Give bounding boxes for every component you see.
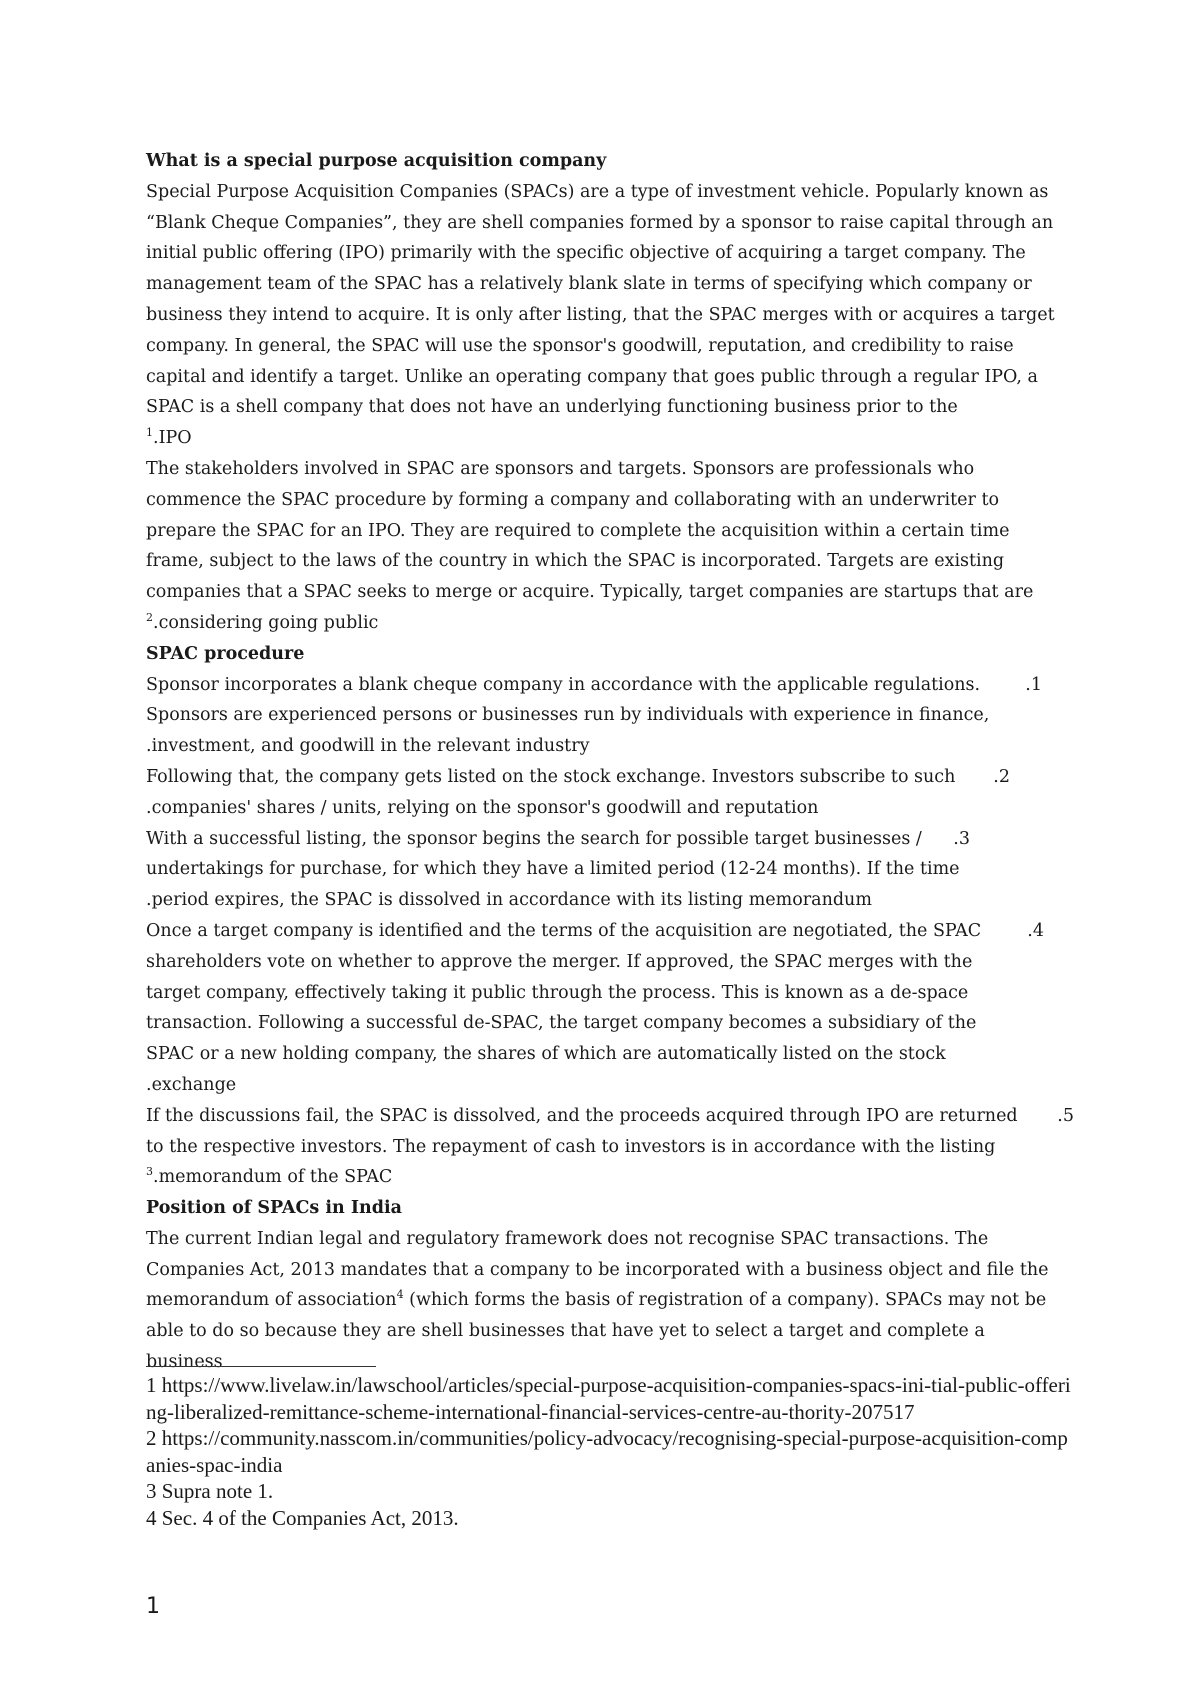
step-line: With a successful listing, the sponsor begins the search for possible target businesses / [146,828,922,849]
step-text: .companies' shares / units, relying on the sponsor's goodwill and reputation [146,797,819,818]
heading-position-india: Position of SPACs in India [146,1198,402,1219]
step-number: .5 [1057,1105,1074,1126]
paragraph-stakeholders-tail: .considering going public [153,612,379,633]
step-line: If the discussions fail, the SPAC is dissolved, and the proceeds acquired through IPO are returned [146,1105,1018,1126]
step-line: Once a target company is identified and the terms of the acquisition are negotiated, the SPAC [146,920,982,941]
footnote-separator [146,1366,376,1367]
step-line: Sponsor incorporates a blank cheque company in accordance with the applicable regulations. [146,674,981,695]
paragraph-india [146,1224,1066,1378]
paragraph-stakeholders [146,454,1066,639]
step-number: .1 [1025,674,1042,695]
step-text: Sponsors are experienced persons or businesses run by individuals with experience in finance, .investment, and goodwill in the relevant industry [146,705,990,757]
heading-spac-procedure: SPAC procedure [146,643,305,664]
footnote-1: 1 https://www.livelaw.in/lawschool/articles/special-purpose-acquisition-companies-spacs-ini-tial-public-offering-liberalized-remittance-scheme-international-financial-services-centre-au-thority-207517 [146,1373,1071,1424]
footnotes [146,1372,1076,1531]
page-number: 1 [146,1594,160,1619]
footnote-ref-2[interactable]: 2 [146,610,153,624]
step-text: shareholders vote on whether to approve the merger. If approved, the SPAC merges with the target company, effectively taking it public through the process. This is known as a de-space transaction. Following a successful de-SPAC, the target company becomes a subsidiary of the SPAC or a new holding company, the shares of which are automatically listed on the stock .exchange [146,951,977,1095]
step-line: Following that, the company gets listed on the stock exchange. Investors subscribe to such [146,766,956,787]
procedure-step-1 [146,670,1066,762]
footnote-4: 4 Sec. 4 of the Companies Act, 2013. [146,1505,459,1530]
procedure-step-3 [146,824,1066,916]
paragraph-definition [146,177,1066,454]
footnote-2: 2 https://community.nasscom.in/communities/policy-advocacy/recognising-special-purpose-acquisition-companies-spac-india [146,1426,1068,1477]
step-tail: .memorandum of the SPAC [153,1167,393,1188]
procedure-step-4 [146,916,1066,1101]
step-text: undertakings for purchase, for which they have a limited period (12-24 months). If the time .period expires, the SPAC is dissolved in accordance with its listing memorandum [146,859,960,911]
paragraph-definition-text: Special Purpose Acquisition Companies (SPACs) are a type of investment vehicle. Popularly known as “Blank Cheque Companies”, they are shell companies formed by a sponsor to raise capital through an initial public offering (IPO) primarily with the specific objective of acquiring a target company. The management team of the SPAC has a relatively blank slate in terms of specifying which company or business they intend to acquire. It is only after listing, that the SPAC merges with or acquires a target company. In general, the SPAC will use the sponsor's goodwill, reputation, and credibility to raise capital and identify a target. Unlike an operating company that goes public through a regular IPO, a SPAC is a shell company that does not have an underlying functioning business prior to the [146,181,1055,418]
procedure-step-5 [146,1101,1074,1193]
paragraph-india-text: The current Indian legal and regulatory framework does not recognise SPAC transactions. The Companies Act, 2013 mandates that a company to be incorporated with a business object and file the memorandum of association [146,1228,1049,1311]
step-number: .3 [953,828,970,849]
heading-what-is-spac: What is a special purpose acquisition company [146,151,607,171]
step-text: to the respective investors. The repayment of cash to investors is in accordance with the listing [146,1136,996,1157]
footnote-ref-3[interactable]: 3 [146,1165,153,1179]
footnote-ref-1[interactable]: 1 [146,426,153,440]
procedure-step-2 [146,762,1066,824]
paragraph-stakeholders-text: The stakeholders involved in SPAC are sponsors and targets. Sponsors are professionals who commence the SPAC procedure by forming a company and collaborating with an underwriter to prepare the SPAC for an IPO. They are required to complete the acquisition within a certain time frame, subject to the laws of the country in which the SPAC is incorporated. Targets are existing companies that a SPAC seeks to merge or acquire. Typically, target companies are startups that are [146,458,1034,603]
footnote-3: 3 Supra note 1. [146,1479,274,1503]
step-number: .2 [993,766,1010,787]
paragraph-definition-tail: .IPO [153,428,192,449]
footnote-ref-4[interactable]: 4 [396,1288,404,1302]
step-number: .4 [1027,920,1044,941]
body-text [146,146,1074,1378]
paragraph-india-text-cont: (which forms the basis of registration of a company). SPACs may not be able to do so because they are shell businesses that have yet to select a target and complete a business [146,1290,1047,1373]
